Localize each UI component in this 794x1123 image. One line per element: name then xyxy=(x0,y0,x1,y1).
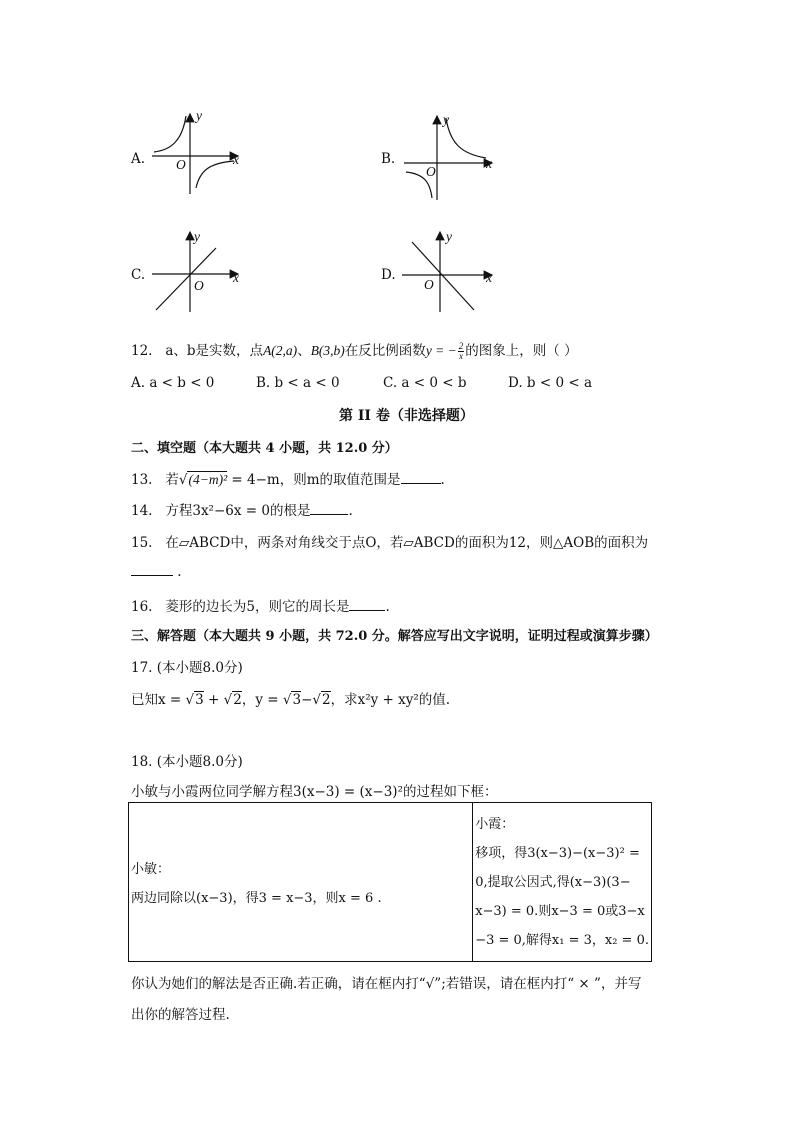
radicand: (4−m)² xyxy=(188,472,228,487)
sqrt-sign: √ xyxy=(223,692,233,708)
q12-choice-b[interactable]: B. b < a < 0 xyxy=(256,375,340,391)
question-text: 在▱ABCD中，两条对角线交于点O，若▱ABCD的面积为12，则△AOB的面积为 xyxy=(165,535,649,551)
xiaomin-work: 两边同除以(x−3)，得3 = x−3，则x = 6 . xyxy=(131,891,382,906)
question-number: 15. xyxy=(131,535,153,551)
option-c-label[interactable]: C. xyxy=(131,267,146,283)
separator: 、 xyxy=(297,343,311,359)
question-number: 12. xyxy=(131,343,153,359)
answer-blank[interactable] xyxy=(401,471,441,484)
question-15 xyxy=(131,531,648,551)
fraction xyxy=(458,342,465,361)
sqrt-sign: √ xyxy=(185,692,195,708)
answer-blank[interactable] xyxy=(131,563,173,576)
radicand: 2 xyxy=(321,692,331,708)
question-text-post: 的图象上，则（ ） xyxy=(465,343,578,359)
fraction-numerator: 2 xyxy=(458,341,464,351)
origin-label: O xyxy=(424,277,434,292)
question-text-pre: 若 xyxy=(165,472,179,488)
question-number: 14. xyxy=(131,503,153,519)
minus-sign: − xyxy=(301,692,313,708)
part-2-heading: 二、填空题（本大题共 4 小题，共 12.0 分） xyxy=(131,441,398,456)
question-17-body xyxy=(131,688,450,708)
text-pre: 已知x = xyxy=(131,692,186,708)
radicand: 2 xyxy=(233,692,242,708)
answer-blank[interactable] xyxy=(310,502,348,515)
part-3-heading: 三、解答题（本大题共 9 小题，共 72.0 分。解答应写出文字说明，证明过程或演算步骤） xyxy=(131,629,658,644)
y-axis-label: y xyxy=(196,108,202,123)
x-axis-label: x xyxy=(233,270,239,285)
option-b-label[interactable]: B. xyxy=(381,151,396,167)
point-b: B(3,b) xyxy=(310,343,345,358)
origin-label: O xyxy=(176,157,186,172)
question-17-header: 17. (本小题8.0分) xyxy=(131,660,243,676)
question-12 xyxy=(131,339,578,361)
function-lhs: y = − xyxy=(425,343,457,358)
question-text: 菱形的边长为5，则它的周长是 xyxy=(165,599,350,615)
question-text-mid: 在反比例函数 xyxy=(344,343,426,359)
fraction-denominator: x xyxy=(459,351,464,361)
question-14 xyxy=(131,499,353,519)
question-text-post: = 4−m，则m的取值范围是 xyxy=(231,472,401,488)
answer-blank[interactable] xyxy=(349,598,385,611)
origin-label: O xyxy=(194,278,204,293)
x-axis-label: x xyxy=(486,270,492,285)
radicand: 3 xyxy=(292,692,302,708)
section-2-title: 第 II 卷（非选择题） xyxy=(339,408,474,424)
question-16 xyxy=(131,595,390,615)
xiaoxia-name: 小霞： xyxy=(475,816,515,832)
point-a: A(2,a) xyxy=(263,343,298,358)
xiaoxia-line-2: 0,提取公因式,得(x−3)(3− xyxy=(475,874,631,890)
xiaoxia-line-3: x−3) = 0.则x−3 = 0或3−x xyxy=(475,903,645,919)
x-axis-label: x xyxy=(233,152,239,167)
question-number: 13. xyxy=(131,472,153,488)
curve-branch-2nd-quadrant xyxy=(154,116,186,152)
y-axis-label: y xyxy=(443,112,449,127)
end-period: . xyxy=(177,564,182,580)
xiaoxia-cell[interactable] xyxy=(473,803,652,962)
xiaomin-name: 小敏： xyxy=(131,862,171,877)
q12-choice-d[interactable]: D. b < 0 < a xyxy=(508,375,592,391)
question-text-pre: a、b是实数，点 xyxy=(165,343,264,359)
question-number: 16. xyxy=(131,599,153,615)
xiaoxia-line-4: −3 = 0,解得x₁ = 3，x₂ = 0. xyxy=(475,932,649,948)
origin-label: O xyxy=(426,164,436,179)
q12-choice-c[interactable]: C. a < 0 < b xyxy=(383,375,467,391)
xiaoxia-line-1: 移项，得3(x−3)−(x−3)² = xyxy=(475,845,640,861)
end-period: . xyxy=(348,503,353,519)
xiaomin-cell[interactable] xyxy=(129,803,473,962)
text-mid: ，y = xyxy=(241,692,283,708)
question-18-intro: 小敏与小霞两位同学解方程3(x−3) = (x−3)²的过程如下框： xyxy=(131,784,498,800)
increasing-line xyxy=(156,248,216,310)
sqrt-sign: √ xyxy=(312,692,321,708)
question-13 xyxy=(131,468,445,488)
graph-b-hyperbola xyxy=(400,110,500,202)
solution-comparison-table xyxy=(128,802,652,962)
question-18-prompt-line-2: 出你的解答过程. xyxy=(131,1007,230,1023)
end-period: . xyxy=(440,472,445,488)
sqrt-sign: √ xyxy=(282,692,292,708)
question-18-header: 18. (本小题8.0分) xyxy=(131,754,243,770)
sqrt-sign: √ xyxy=(178,472,188,488)
curve-branch-1st-quadrant xyxy=(446,118,486,158)
x-axis-label: x xyxy=(486,156,492,171)
end-period: . xyxy=(385,599,390,615)
option-d-label[interactable]: D. xyxy=(381,267,396,283)
decreasing-line xyxy=(412,242,474,310)
y-axis-label: y xyxy=(194,229,200,244)
question-18-prompt-line-1: 你认为她们的解法是否正确.若正确，请在框内打“√”;若错误，请在框内打“ × ”，并写 xyxy=(131,976,642,992)
text-post: ，求x²y + xy²的值. xyxy=(330,692,451,708)
question-15-answer-line xyxy=(131,563,182,580)
curve-branch-4th-quadrant xyxy=(196,161,234,188)
q12-choice-a[interactable]: A. a < b < 0 xyxy=(131,375,215,391)
question-text: 方程3x²−6x = 0的根是 xyxy=(165,503,311,519)
radicand: 3 xyxy=(195,692,204,708)
option-a-label[interactable]: A. xyxy=(131,151,146,167)
y-axis-label: y xyxy=(446,229,452,244)
plus-sign: + xyxy=(203,692,224,708)
